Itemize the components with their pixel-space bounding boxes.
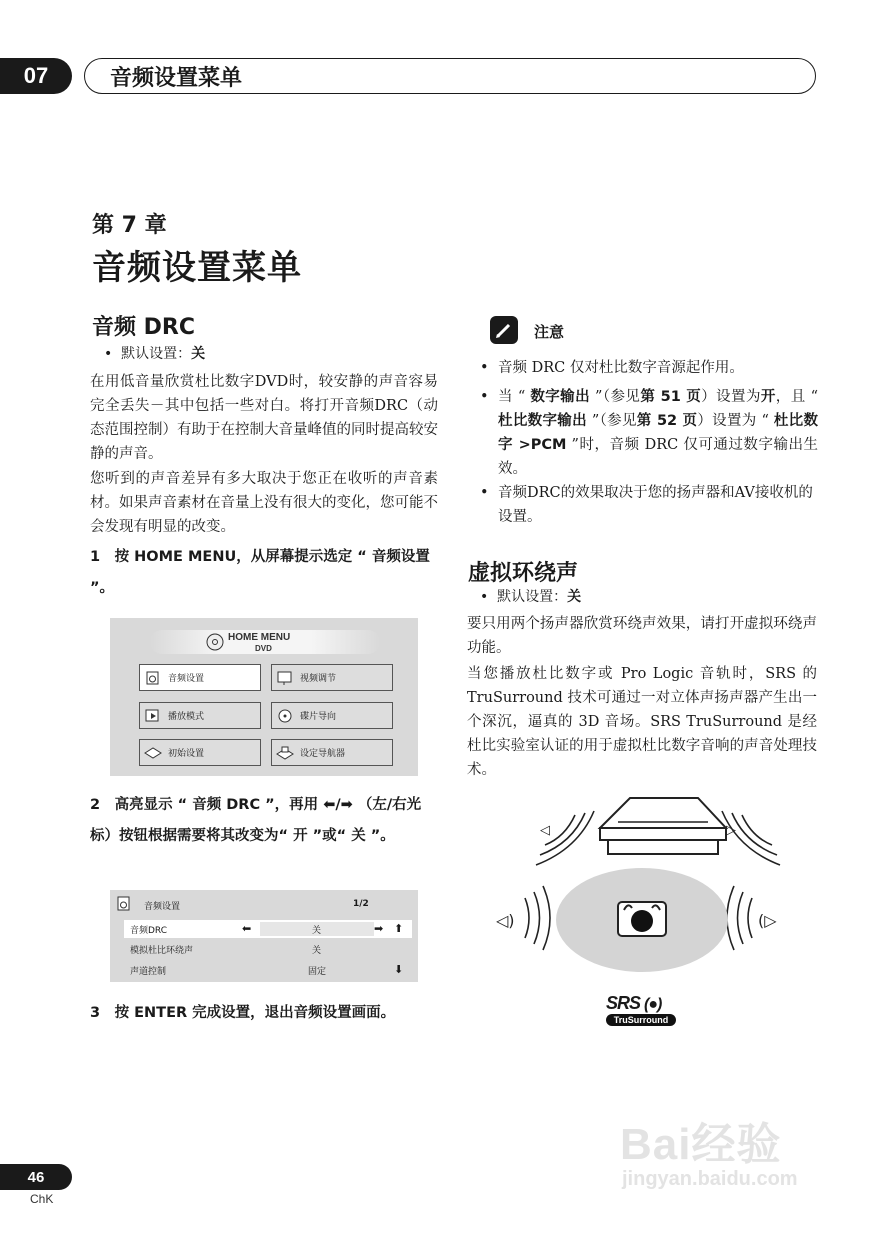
virtual-speaker-left-rear: ◁) — [496, 911, 515, 930]
header-title: 音频设置菜单 — [110, 66, 243, 91]
tv-icon — [600, 798, 726, 854]
note-pencil-icon — [490, 316, 518, 344]
step-2: 2 高亮显示 “ 音频 DRC ”，再用 ⬅/➡ （左/右光标）按钮根据需要将其改变为“ 开 ”或“ 关 ”。 — [90, 797, 422, 844]
srs-trusurround: TruSurround — [606, 1014, 676, 1026]
audio-row-channel-control[interactable] — [124, 961, 412, 979]
row-label: 模拟杜比环绕声 — [130, 946, 194, 956]
home-menu-screen — [110, 618, 418, 776]
virtual-default-value: 关 — [567, 589, 582, 605]
chapter-number: 第 7 章 — [92, 213, 167, 238]
note-bullet-3: • 音频DRC的效果取决于您的扬声器和AV接收机的设置。 — [482, 481, 818, 529]
language-code: ChK — [30, 1192, 54, 1206]
home-menu-title: HOME MENU — [228, 632, 291, 643]
virtual-speaker-right-rear: (▷ — [758, 911, 777, 930]
menu-audio-settings[interactable] — [139, 664, 261, 691]
monitor-icon — [276, 670, 294, 686]
menu-item-label: 播放模式 — [168, 712, 205, 722]
step-1: 1 按 HOME MENU，从屏幕提示选定 “ 音频设置 ”。 — [90, 549, 430, 596]
surround-illustration — [490, 790, 795, 980]
audio-settings-screen — [110, 890, 418, 982]
note-label: 注意 — [534, 323, 565, 341]
row-label: 声道控制 — [130, 967, 167, 977]
menu-disc-navigator[interactable] — [271, 702, 393, 729]
srs-brand: SRS — [606, 993, 641, 1013]
menu-item-label: 碟片导向 — [300, 712, 337, 722]
virtual-speaker-right: ▷ — [726, 823, 736, 838]
menu-item-label: 设定导航器 — [300, 749, 346, 759]
play-mode-icon — [144, 708, 162, 724]
note-bullet-2: • 当 “ 数字输出 ”（参见第 51 页）设置为开，且 “ 杜比数字输出 ”（参见第 52 页）设置为 “ 杜比数字 >PCM ”时，音频 DRC 仅可通过数字输出生效。 — [482, 385, 818, 481]
drc-para2: 您听到的声音差异有多大取决于您正在收听的声音素材。如果声音素材在音量上没有很大的变化，您可能不会发现有明显的改变。 — [90, 471, 438, 535]
right-arrow-icon[interactable]: ➡ — [374, 922, 384, 935]
virtual-para2: 当您播放杜比数字或 Pro Logic 音轨时，SRS 的 TruSurround 技术可通过一对立体声扬声器产生出一个深沉，逼真的 3D 音场。SRS TruSurround 是经杜比实验室认证的用于虚拟杜比数字音响的声音处理技术。 — [467, 666, 817, 778]
left-arrow-icon[interactable]: ⬅ — [242, 922, 252, 935]
audio-screen-title: 音频设置 — [144, 902, 181, 912]
row-value: 关 — [312, 926, 322, 936]
row-value: 关 — [312, 946, 322, 956]
watermark-url: jingyan.baidu.com — [622, 1168, 798, 1190]
audio-screen-page: 1/2 — [353, 899, 369, 909]
note-text: 当 “ 数字输出 ”（参见第 51 页）设置为开，且 “ 杜比数字输出 ”（参见第 52 页）设置为 “ 杜比数字 >PCM ”时，音频 DRC 仅可通过数字输出生效。 — [498, 389, 819, 477]
row-label: 音频DRC — [130, 926, 168, 936]
menu-video-adjust[interactable] — [271, 664, 393, 691]
disc-navigator-icon — [276, 708, 294, 724]
audio-row-drc[interactable] — [124, 920, 412, 938]
speaker-icon — [144, 670, 162, 686]
scroll-up-icon[interactable]: ⬆ — [394, 922, 404, 935]
menu-item-label: 音频设置 — [168, 674, 205, 684]
note-text: 音频 DRC 仅对杜比数字音源起作用。 — [498, 360, 744, 376]
scroll-down-icon[interactable]: ⬇ — [394, 963, 404, 976]
audio-row-virtual-surround[interactable] — [124, 940, 412, 958]
drc-default: • 默认设置：关 — [104, 346, 206, 362]
step-3: 3 按 ENTER 完成设置，退出音频设置画面。 — [90, 1005, 396, 1021]
chapter-badge: 07 — [0, 58, 72, 94]
virtual-para1: 要只用两个扬声器欣赏环绕声效果，请打开虚拟环绕声功能。 — [467, 616, 817, 656]
menu-initial-settings[interactable] — [139, 739, 261, 766]
chapter-title: 音频设置菜单 — [92, 248, 302, 288]
page-number: 46 — [0, 1164, 72, 1190]
menu-item-label: 视频调节 — [300, 674, 337, 684]
virtual-heading: 虚拟环绕声 — [468, 561, 579, 586]
setup-navigator-icon — [276, 745, 294, 761]
drc-default-value: 关 — [191, 346, 206, 362]
virtual-default-label: 默认设置： — [497, 589, 568, 605]
drc-default-label: 默认设置： — [121, 346, 192, 362]
speaker-icon — [116, 896, 132, 912]
srs-logo: SRS (●) TruSurround — [606, 994, 676, 1026]
menu-setup-navigator[interactable] — [271, 739, 393, 766]
menu-item-label: 初始设置 — [168, 749, 205, 759]
disc-icon — [205, 632, 225, 652]
drc-heading: 音频 DRC — [92, 315, 196, 340]
settings-icon — [144, 745, 162, 761]
drc-para1: 在用低音量欣赏杜比数字DVD时，较安静的声音容易完全丢失－其中包括一些对白。将打开音频DRC（动态范围控制）有助于在控制大音量峰值的同时提高较安静的声音。 — [90, 374, 438, 462]
note-text: 音频DRC的效果取决于您的扬声器和AV接收机的设置。 — [498, 485, 813, 525]
virtual-default: • 默认设置：关 — [480, 589, 582, 605]
note-bullet-1: • 音频 DRC 仅对杜比数字音源起作用。 — [482, 356, 818, 380]
row-value: 固定 — [308, 967, 327, 977]
home-menu-subtitle: DVD — [255, 644, 272, 653]
menu-play-mode[interactable] — [139, 702, 261, 729]
listener-icon — [618, 902, 666, 936]
virtual-speaker-left: ◁ — [540, 823, 550, 838]
watermark-logo: Bai经验 — [620, 1120, 782, 1169]
